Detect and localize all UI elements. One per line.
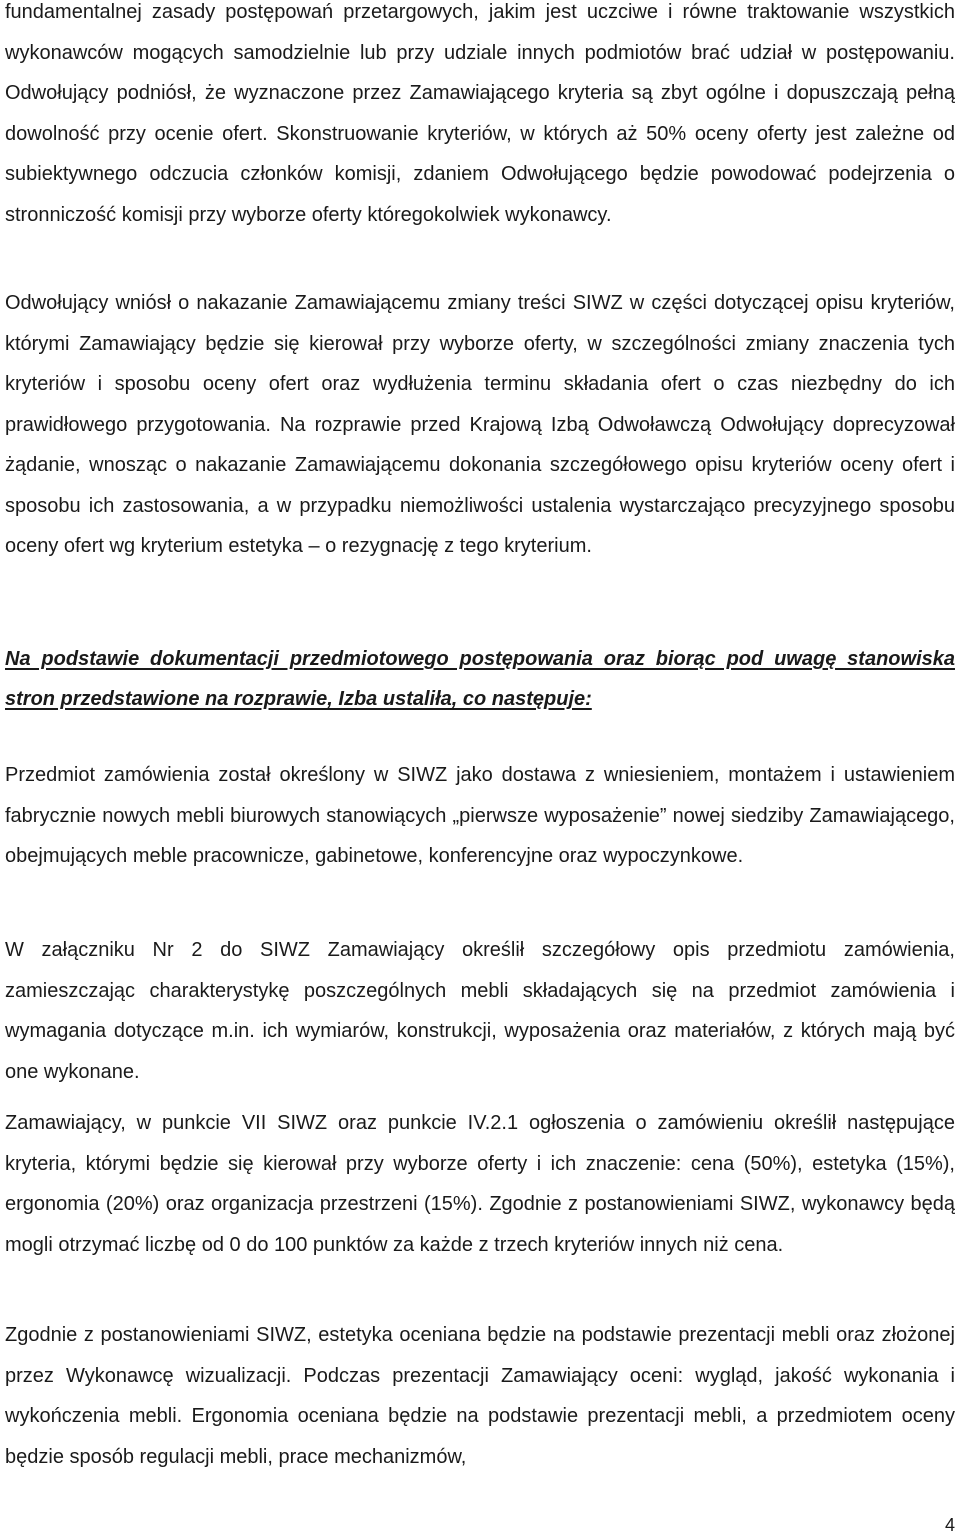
paragraph-demands: Odwołujący wniósł o nakazanie Zamawiającemu zmiany treści SIWZ w części dotyczącej opisu kryteriów, którymi Zamawiający będzie się kierował przy wyborze oferty, w szczególności zmiany znaczenia tych kryteriów i sposobu oceny ofert oraz wydłużenia terminu składania ofert o czas niezbędny do ich prawidłowego przygotowania. Na rozprawie przed Krajową Izbą Odwoławczą Odwołujący doprecyzował żądanie, wnosząc o nakazanie Zamawiającemu dokonania szczegółowego opisu kryteriów oceny ofert i sposobu ich zastosowania, a w przypadku niemożliwości ustalenia wystarczająco precyzyjnego sposobu oceny ofert wg kryterium estetyka – o rezygnację z tego kryterium. — [5, 292, 955, 557]
section-heading: Na podstawie dokumentacji przedmiotowego postępowania oraz biorąc pod uwagę stanowiska stron przedstawione na rozprawie, Izba ustaliła, co następuje: — [5, 648, 955, 710]
paragraph-annex-description: W załączniku Nr 2 do SIWZ Zamawiający określił szczegółowy opis przedmiotu zamówienia, zamieszczając charakterystykę poszczególnych mebli składających się na przedmiot zamówienia i wymagania dotyczące m.in. ich wymiarów, konstrukcji, wyposażenia oraz materiałów, z których mają być one wykonane. — [5, 939, 955, 1083]
page-number: 4 — [944, 1515, 955, 1535]
paragraph-aesthetics-ergonomics: Zgodnie z postanowieniami SIWZ, estetyka oceniana będzie na podstawie prezentacji mebli oraz złożonej przez Wykonawcę wizualizacji. Podczas prezentacji Zamawiający oceni: wygląd, jakość wykonania i wykończenia mebli. Ergonomia oceniana będzie na podstawie prezentacji mebli, a przedmiotem oceny będzie sposób regulacji mebli, prace mechanizmów, — [5, 1324, 955, 1468]
paragraph-allegations: fundamentalnej zasady postępowań przetargowych, jakim jest uczciwe i równe traktowanie wszystkich wykonawców mogących samodzielnie lub przy udziale innych podmiotów brać udział w postępowaniu. Odwołujący podniósł, że wyznaczone przez Zamawiającego kryteria są zbyt ogólne i dopuszczają pełną dowolność przy ocenie ofert. Skonstruowanie kryteriów, w których aż 50% oceny oferty jest zależne od subiektywnego odczucia członków komisji, zdaniem Odwołującego będzie powodować podejrzenia o stronniczość komisji przy wyborze oferty któregokolwiek wykonawcy. — [5, 1, 955, 226]
paragraph-subject-of-order: Przedmiot zamówienia został określony w SIWZ jako dostawa z wniesieniem, montażem i ustawieniem fabrycznie nowych mebli biurowych stanowiących „pierwsze wyposażenie” nowej siedziby Zamawiającego, obejmujących meble pracownicze, gabinetowe, konferencyjne oraz wypoczynkowe. — [5, 764, 955, 867]
paragraph-evaluation-criteria: Zamawiający, w punkcie VII SIWZ oraz punkcie IV.2.1 ogłoszenia o zamówieniu określił następujące kryteria, którymi będzie się kierował przy wyborze oferty i ich znaczenie: cena (50%), estetyka (15%), ergonomia (20%) oraz organizacja przestrzeni (15%). Zgodnie z postanowieniami SIWZ, wykonawcy będą mogli otrzymać liczbę od 0 do 100 punktów za każde z trzech kryteriów innych niż cena. — [5, 1112, 955, 1256]
